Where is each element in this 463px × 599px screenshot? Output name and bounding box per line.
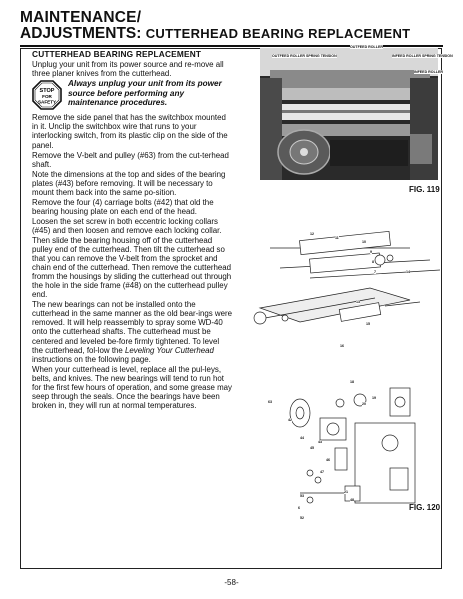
part-number: 13 xyxy=(356,300,360,304)
stop-sign-icon xyxy=(32,80,62,110)
part-number: 7 xyxy=(374,270,376,274)
callout-outfeed-roller: OUTFEED ROLLER xyxy=(350,45,383,49)
step-paragraph: When your cutterhead is level, replace all the pul-leys, belts, and knives. The new bearings will tend to run hot for the first few hours of operation, and some grease may seep through the seals. Once the bearings have been broken in, they will run at normal temperatures. xyxy=(32,364,232,411)
step-paragraph: Note the dimensions at the top and sides of the bearing plates (#43) before removing. It will be necessary to mount them back into the same po-sition. xyxy=(32,169,226,198)
figure-119-label: FIG. 119 xyxy=(409,185,440,194)
part-number: 11 xyxy=(335,236,339,240)
cutterhead-photo xyxy=(260,48,438,180)
part-number: 48 xyxy=(350,498,354,502)
leveling-reference: Leveling Your Cutterhead xyxy=(125,345,214,355)
step-paragraph-leveling xyxy=(32,300,232,364)
part-number: 52 xyxy=(300,516,304,520)
part-number: 10 xyxy=(362,240,366,244)
step-paragraph: Loosen the set screw in both eccentric locking collars (#45) and then loosen and remove each locking collar. Then slide the bearing housing off of the cutterhead pulley end of the cutterhead. Then tilt the cutterhead so that you can remove the V-belt from the sprocket and chain end of the cutterhead. Then remove the cutterhead fromm the housings by sliding the cutterhead out through the hole in the side frame (#48) on the cutterhead pulley end. xyxy=(32,217,232,300)
part-number: 21 xyxy=(344,490,348,494)
photo-illustration xyxy=(260,48,438,180)
page-title-line2 xyxy=(20,26,410,42)
part-number: 46 xyxy=(326,458,330,462)
part-number: 63 xyxy=(268,400,272,404)
step-paragraph: Remove the side panel that has the switchbox mounted in it. Unclip the switchbox wire that runs to your interlocking switch, from its plastic clip on the side of the panel. xyxy=(32,113,228,150)
part-number: 9 xyxy=(370,250,372,254)
part-number: 42 xyxy=(288,418,292,422)
intro-paragraph: Unplug your unit from its power source and re-move all three planer knives from the cutterhead. xyxy=(32,60,224,79)
stop-sign-label-1: STOP xyxy=(39,88,55,95)
stop-sign-label-2: FOR xyxy=(42,94,52,100)
part-number: 18 xyxy=(350,380,354,384)
step-paragraph: Remove the V-belt and pulley (#63) from the cut-terhead shaft. xyxy=(32,150,229,169)
part-number: 47 xyxy=(320,470,324,474)
section-heading: CUTTERHEAD BEARING REPLACEMENT xyxy=(32,49,202,59)
figure-120-label: FIG. 120 xyxy=(409,503,441,512)
part-number: 12 xyxy=(310,232,314,236)
part-number: 45 xyxy=(310,446,314,450)
part-number: 15 xyxy=(366,322,370,326)
callout-infeed-roller: INFEED ROLLER xyxy=(414,70,443,74)
part-number: 44 xyxy=(300,436,304,440)
stop-sign-label-3: SAFETY xyxy=(37,99,57,105)
part-number: 6 xyxy=(298,506,300,510)
part-number: 43 xyxy=(318,440,322,444)
safety-warning xyxy=(32,79,232,110)
step-text-tail: instructions on the following page. xyxy=(32,354,151,364)
part-number: 16 xyxy=(340,344,344,348)
part-number: 14 xyxy=(406,270,410,274)
page-number: -58- xyxy=(224,578,239,587)
text-column xyxy=(32,50,232,411)
callout-outfeed-spring: OUTFEED ROLLER SPRING TENSION xyxy=(272,54,337,58)
step-text: The new bearings can not be installed onto the cutterhead in the same manner as the old bear-ings were removed. It will help reassembly to spray some WD-40 onto the cutterhead shafts. The cutterhead must be centered and leveled be-fore firmly tightened. To level the cutterhead, fol-low the xyxy=(32,300,233,355)
part-number: 8 xyxy=(372,260,374,264)
page-title-topic: CUTTERHEAD BEARING REPLACEMENT xyxy=(145,26,411,41)
warning-text: Always unplug your unit from its power source before performing any maintenance procedures. xyxy=(68,79,222,108)
page-title-line1: MAINTENANCE/ xyxy=(20,9,142,26)
part-number: 53 xyxy=(300,494,304,498)
callout-infeed-spring: INFEED ROLLER SPRING TENSION xyxy=(392,54,453,58)
part-number: 20 xyxy=(362,402,366,406)
page-title-category: ADJUSTMENTS: xyxy=(20,25,142,42)
part-number: 19 xyxy=(372,396,376,400)
step-paragraph: Remove the four (4) carriage bolts (#42) that old the bearing housing plate on each end of the head. xyxy=(32,198,214,217)
